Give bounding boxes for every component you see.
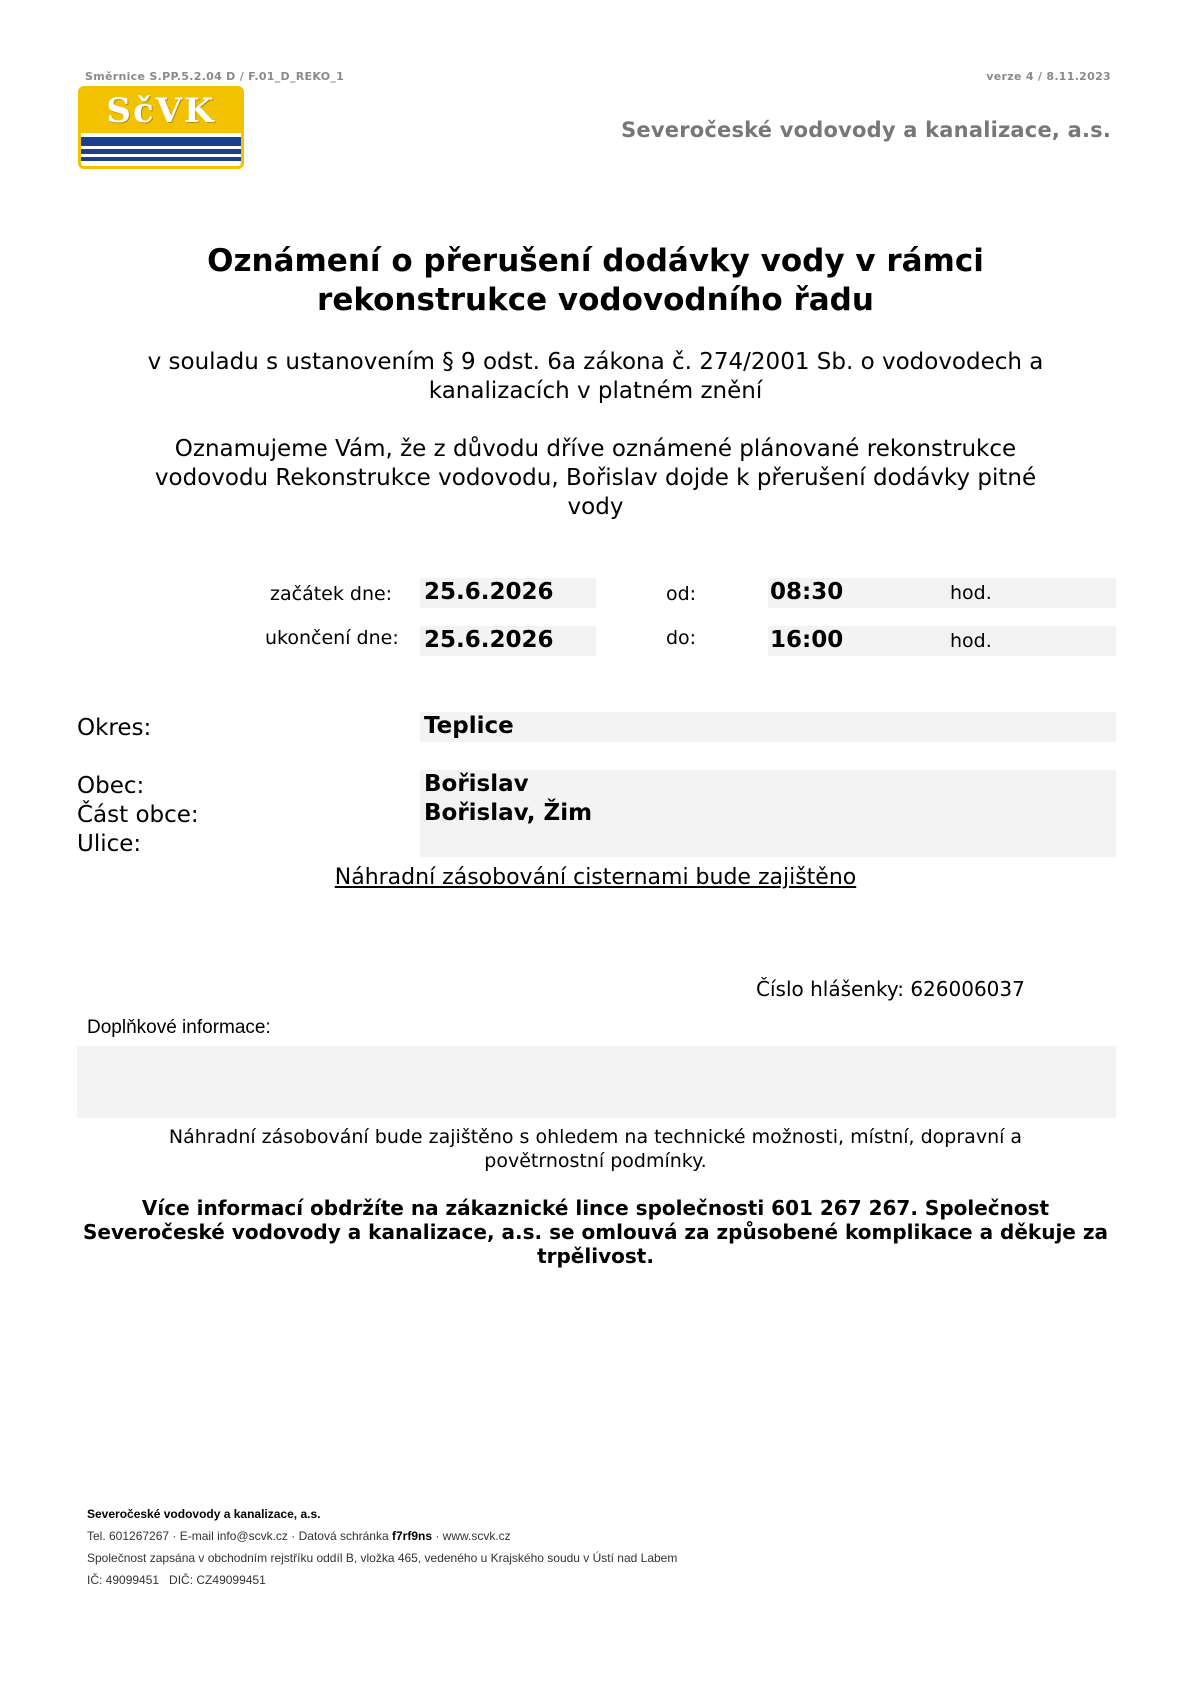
district-field xyxy=(420,712,1116,742)
end-date-label: ukončení dne: xyxy=(265,627,399,649)
version-info: verze 4 / 8.11.2023 xyxy=(986,70,1111,83)
district-value: Teplice xyxy=(424,713,514,739)
municipality-part-value: Bořislav, Žim xyxy=(424,800,593,826)
footer-web: · www.scvk.cz xyxy=(432,1529,511,1543)
footer-ids: IČ: 49099451 DIČ: CZ49099451 xyxy=(87,1573,266,1587)
footer-company: Severočeské vodovody a kanalizace, a.s. xyxy=(87,1507,321,1521)
page-title-line2: rekonstrukce vodovodního řadu xyxy=(317,282,874,318)
logo-text: SčVK xyxy=(106,91,216,131)
legal-reference-line2: kanalizacích v platném znění xyxy=(428,378,763,404)
footer-contacts xyxy=(87,1529,511,1543)
footer-tel-email: Tel. 601267267 · E-mail info@scvk.cz · Datová schránka xyxy=(87,1529,392,1543)
footer-databox: f7rf9ns xyxy=(391,1529,432,1543)
street-label: Ulice: xyxy=(77,831,142,857)
start-time-field xyxy=(768,578,1116,608)
contact-line2: Severočeské vodovody a kanalizace, a.s. se omlouvá za způsobené komplikace a děkuje za xyxy=(83,1220,1108,1244)
contact-line1: Více informací obdržíte na zákaznické lince společnosti 601 267 267. Společnost xyxy=(141,1196,1050,1220)
company-name-header: Severočeské vodovody a kanalizace, a.s. xyxy=(621,118,1111,142)
notice-line1: Oznamujeme Vám, že z důvodu dříve oznámené plánované rekonstrukce xyxy=(174,436,1017,462)
replacement-note-line1: Náhradní zásobování bude zajištěno s ohledem na technické možnosti, místní, dopravní a xyxy=(168,1126,1023,1148)
contact-line3: trpělivost. xyxy=(537,1244,654,1268)
from-label: od: xyxy=(666,583,697,605)
municipality-label: Obec: xyxy=(77,773,145,799)
replacement-note-line2: povětrnostní podmínky. xyxy=(484,1150,707,1172)
notice-line3: vody xyxy=(567,494,624,520)
page-title-line1: Oznámení o přerušení dodávky vody v rámci xyxy=(207,243,984,279)
legal-reference-line1: v souladu s ustanovením § 9 odst. 6a zákona č. 274/2001 Sb. o vodovodech a xyxy=(147,349,1044,375)
end-date-field xyxy=(420,626,596,656)
start-date-label: začátek dne: xyxy=(270,583,393,605)
report-number xyxy=(756,977,1025,1001)
municipality-value: Bořislav xyxy=(424,771,529,797)
start-time-unit: hod. xyxy=(950,582,992,604)
start-date-value: 25.6.2026 xyxy=(424,579,554,605)
report-number-label: Číslo hlášenky: xyxy=(756,977,904,1001)
start-time-value: 08:30 xyxy=(770,579,844,605)
end-time-unit: hod. xyxy=(950,630,992,652)
end-time-value: 16:00 xyxy=(770,627,844,653)
notice-line2: vodovodu Rekonstrukce vodovodu, Bořislav dojde k přerušení dodávky pitné xyxy=(154,465,1037,491)
footer-registry: Společnost zapsána v obchodním rejstříku oddíl B, vložka 465, vedeného u Krajského soudu v Ústí nad Labem xyxy=(87,1551,678,1565)
end-time-field xyxy=(768,626,1116,656)
additional-info-box xyxy=(77,1046,1116,1118)
location-field xyxy=(420,770,1116,857)
scvk-logo xyxy=(78,86,244,169)
municipality-part-label: Část obce: xyxy=(77,802,199,828)
end-date-value: 25.6.2026 xyxy=(424,627,554,653)
additional-info-label: Doplňkové informace: xyxy=(87,1017,271,1038)
directive-code: Směrnice S.PP.5.2.04 D / F.01_D_REKO_1 xyxy=(85,70,345,83)
replacement-supply-link[interactable]: Náhradní zásobování cisternami bude zajištěno xyxy=(334,865,857,890)
district-label: Okres: xyxy=(77,715,152,741)
start-date-field xyxy=(420,578,596,608)
to-label: do: xyxy=(666,627,697,649)
report-number-value: 626006037 xyxy=(910,977,1025,1001)
